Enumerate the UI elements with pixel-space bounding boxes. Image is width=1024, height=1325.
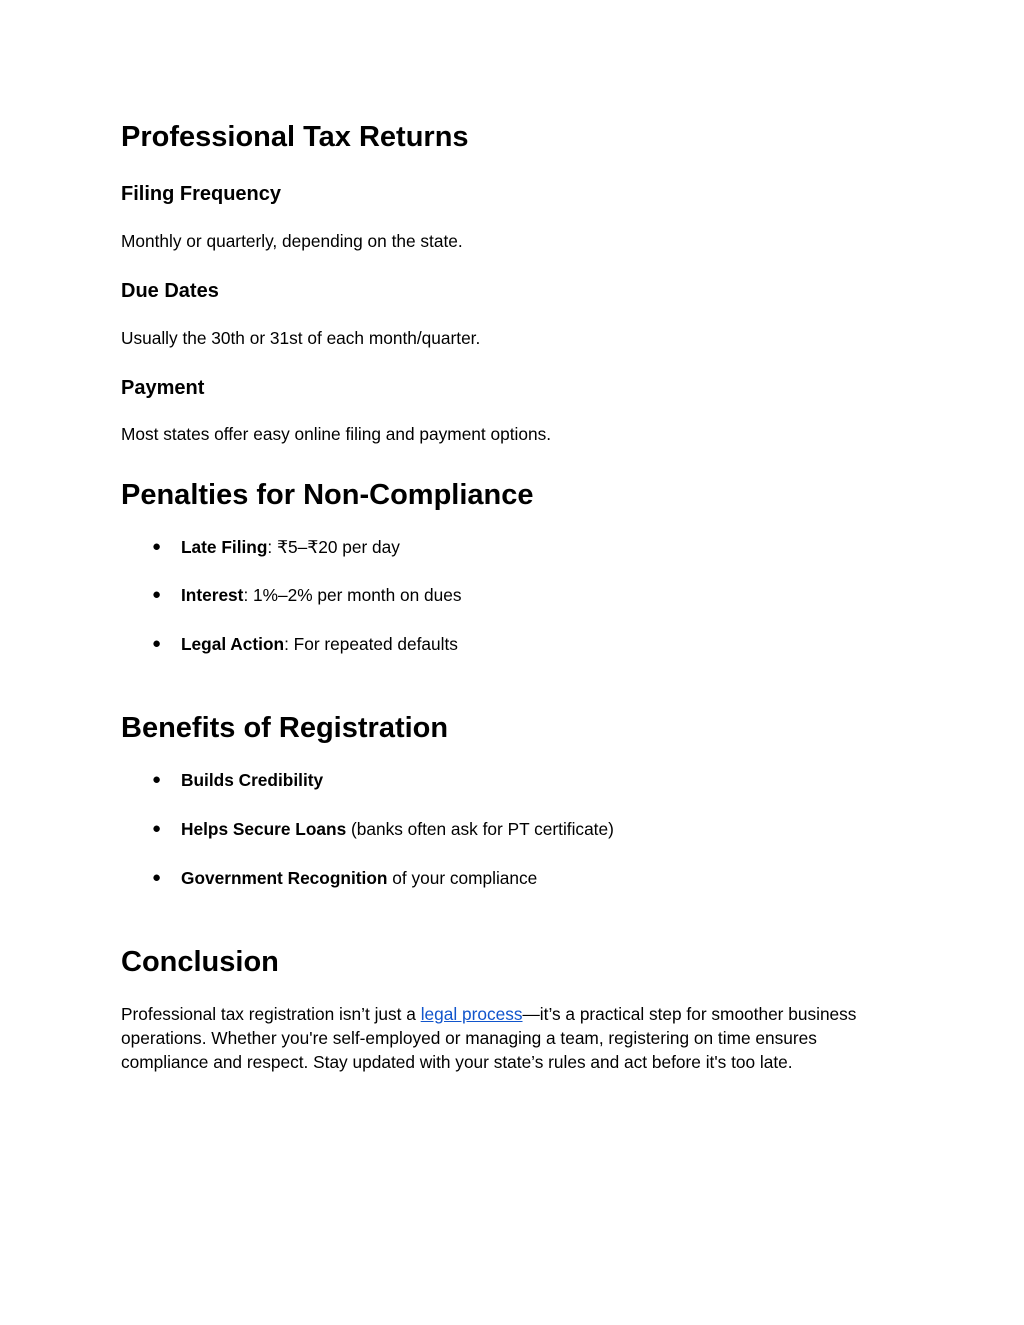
list-item-label: Late Filing (181, 537, 268, 557)
conclusion-line-3: compliance and respect. Stay updated with your state’s rules and act before it's too late. (121, 1052, 793, 1072)
filing-frequency-text: Monthly or quarterly, depending on the state. (121, 231, 463, 251)
bullet-icon: ● (152, 635, 162, 652)
list-item-text (181, 583, 462, 607)
conclusion-text-after-link: —it’s a practical step for smoother business (522, 1004, 857, 1024)
list-item-detail: : ₹5–₹20 per day (267, 537, 400, 557)
conclusion-line-1 (121, 1002, 856, 1026)
heading-benefits: Benefits of Registration (121, 712, 449, 744)
list-item-detail: of your compliance (387, 868, 538, 888)
bullet-icon: ● (152, 820, 162, 837)
list-item-text (181, 535, 400, 559)
list-item-detail: : 1%–2% per month on dues (243, 585, 462, 605)
legal-process-link[interactable]: legal process (420, 1004, 523, 1024)
list-item-text (181, 866, 537, 890)
bullet-icon: ● (152, 586, 162, 603)
due-dates-text: Usually the 30th or 31st of each month/quarter. (121, 328, 481, 348)
list-item-text (181, 817, 614, 841)
conclusion-text-start: Professional tax registration isn’t just a (121, 1004, 421, 1024)
list-item-label: Interest (181, 585, 244, 605)
list-item-label: Builds Credibility (181, 770, 324, 790)
list-item-label: Helps Secure Loans (181, 819, 347, 839)
list-item-label: Legal Action (181, 634, 285, 654)
heading-payment: Payment (121, 377, 205, 399)
heading-due-dates: Due Dates (121, 280, 219, 302)
payment-text: Most states offer easy online filing and payment options. (121, 424, 552, 444)
bullet-icon: ● (152, 869, 162, 886)
list-item-detail: : For repeated defaults (284, 634, 458, 654)
conclusion-line-2: operations. Whether you're self-employed or managing a team, registering on time ensures (121, 1028, 817, 1048)
list-item-text (181, 632, 458, 656)
heading-professional-tax-returns: Professional Tax Returns (121, 121, 469, 153)
bullet-icon: ● (152, 538, 162, 555)
list-item-detail: (banks often ask for PT certificate) (346, 819, 614, 839)
heading-conclusion: Conclusion (121, 946, 279, 978)
list-item-label: Government Recognition (181, 868, 388, 888)
heading-filing-frequency: Filing Frequency (121, 183, 282, 205)
bullet-icon: ● (152, 771, 162, 788)
list-item-text (181, 768, 323, 792)
heading-penalties: Penalties for Non-Compliance (121, 479, 534, 511)
